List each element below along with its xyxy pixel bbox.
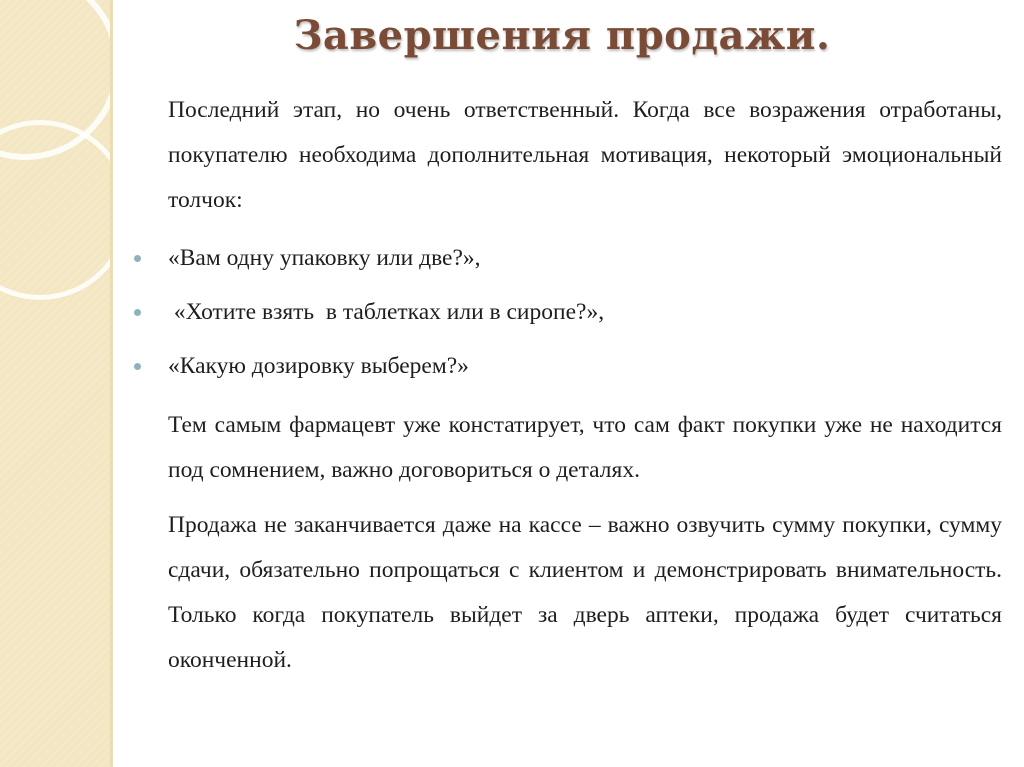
paragraph-2: Тем самым фармацевт уже констатирует, что сам факт покупки уже не находится под сомнением, важно договориться о деталях.	[168, 412, 1002, 483]
band-edge-line	[110, 0, 113, 767]
bullet-dot-icon	[134, 309, 141, 316]
bullet-item	[134, 231, 1002, 285]
bullet-dot-icon	[134, 363, 141, 370]
bullet-text: «Какую дозировку выберем?»	[168, 353, 469, 379]
decorative-side-band	[0, 0, 112, 767]
bullet-item	[134, 285, 1002, 339]
slide-title: Завершения продажи.	[293, 12, 831, 59]
intro-paragraph: Последний этап, но очень ответственный. Когда все возражения отработаны, покупателю необходима дополнительная мотивация, некоторый эмоциональный толчок:	[168, 97, 1002, 213]
bullet-text: «Хотите взять в таблетках или в сиропе?»,	[168, 299, 605, 325]
slide-content	[134, 88, 1002, 683]
bullet-item	[134, 339, 1002, 393]
bullet-dot-icon	[134, 255, 141, 262]
bullet-text: «Вам одну упаковку или две?»,	[168, 245, 481, 271]
paragraph-3: Продажа не заканчивается даже на кассе – важно озвучить сумму покупки, сумму сдачи, обязательно попрощаться с клиентом и демонстрировать внимательность. Только когда покупатель выйдет за дверь аптеки, продажа будет считаться оконченной.	[168, 512, 1002, 673]
